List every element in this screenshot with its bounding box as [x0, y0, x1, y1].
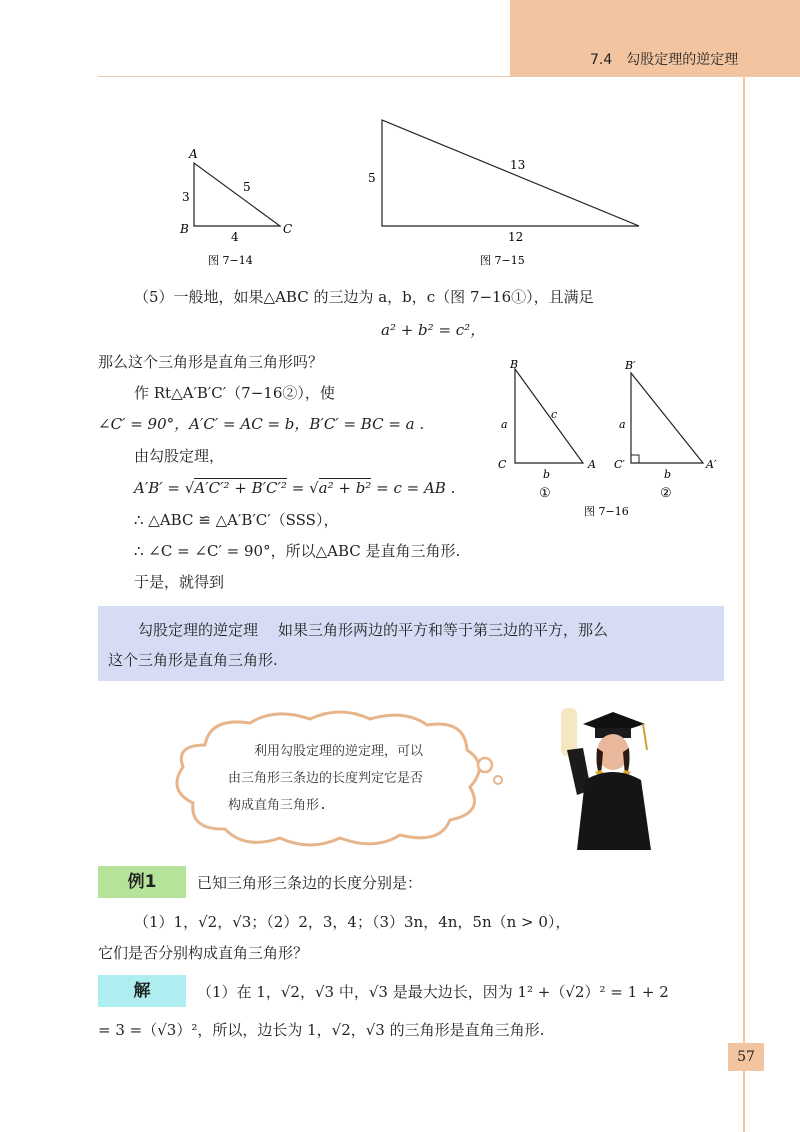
theorem-title: 勾股定理的逆定理	[138, 621, 259, 639]
question-text: 那么这个三角形是直角三角形吗？	[98, 353, 324, 371]
vertex-c-prime-label: C′	[614, 458, 625, 471]
example-label: 例1	[98, 866, 186, 898]
side-left-label: 5	[368, 171, 376, 185]
side-bottom-label: 12	[508, 230, 524, 244]
theorem-line-1	[108, 615, 714, 645]
right-margin-rule	[743, 76, 745, 1132]
side-bc-label: 4	[231, 230, 239, 244]
bubble-text	[228, 738, 473, 819]
example-items: （1）1，√2，√3；（2）2，3，4；（3）3n，4n，5n（n > 0），	[134, 913, 571, 931]
congruence-text: ∴ △ABC ≌ △A′B′C′（SSS），	[134, 511, 339, 529]
header-divider	[98, 76, 800, 77]
right-angle-mark	[631, 455, 639, 463]
eq2-mid: =	[291, 479, 305, 497]
construction-text: 作 Rt△A′B′C′（7−16②），使	[134, 384, 335, 402]
figure-label-1: ①	[539, 486, 551, 501]
triangle-7-15	[382, 120, 639, 226]
figure-caption: 图 7−16	[584, 505, 629, 518]
gown	[577, 772, 651, 850]
bubble-dot-large	[478, 758, 492, 772]
graduate-student-illustration	[555, 700, 660, 850]
solution-line-2: = 3 =（√3）²，所以，边长为 1，√2，√3 的三角形是直角三角形.	[98, 1021, 545, 1039]
condition-text: ∠C′ = 90°，A′C′ = AC = b，B′C′ = BC = a .	[98, 415, 425, 433]
raised-hand	[561, 708, 577, 756]
bubble-line-1: 利用勾股定理的逆定理，可以	[254, 744, 424, 759]
sqrt-symbol: √	[184, 479, 195, 497]
eq2-left: A′B′ =	[134, 479, 181, 497]
section-title: 7.4 勾股定理的逆定理	[590, 52, 739, 68]
side-b-label: b	[543, 468, 551, 481]
theorem-line-2: 这个三角形是直角三角形.	[108, 651, 278, 669]
side-a-label: a	[619, 418, 626, 431]
triangle-a-prime	[631, 373, 703, 463]
figure-7-14	[170, 140, 300, 280]
theorem-text	[108, 615, 714, 675]
vertex-b-prime-label: B′	[625, 359, 636, 372]
by-theorem-text: 由勾股定理，	[134, 447, 225, 465]
sqrt-symbol: √	[309, 479, 319, 497]
triangle-7-14	[194, 163, 280, 226]
page-number: 57	[728, 1043, 764, 1071]
bubble-dot-small	[494, 776, 502, 784]
equation-2	[134, 478, 455, 498]
side-ac-label: 5	[243, 180, 251, 194]
side-ab-label: 3	[182, 190, 190, 204]
cap-tassel	[643, 724, 647, 750]
side-c-label: c	[551, 408, 558, 421]
bubble-line-2: 由三角形三条边的长度判定它是否	[228, 771, 424, 786]
vertex-c-label: C	[283, 222, 293, 236]
example-question: 它们是否分别构成直角三角形？	[98, 944, 309, 962]
theorem-body-1: 如果三角形两边的平方和等于第三边的平方，那么	[278, 621, 609, 639]
eq2-radicand-1: A′C′² + B′C′²	[194, 479, 287, 497]
figure-label-2: ②	[660, 486, 672, 501]
vertex-a-label: A	[189, 147, 198, 161]
figure-caption: 图 7−14	[208, 254, 253, 267]
bubble-line-3: 构成直角三角形.	[228, 798, 327, 813]
vertex-a-prime-label: A′	[706, 458, 717, 471]
example-text: 已知三角形三条边的长度分别是：	[197, 874, 423, 892]
vertex-b-label: B	[510, 358, 519, 371]
triangle-abc	[515, 369, 583, 463]
paragraph-5: （5）一般地，如果△ABC 的三边为 a，b，c（图 7−16①），且满足	[134, 288, 594, 306]
vertex-a-label: A	[588, 458, 596, 471]
side-a-label: a	[501, 418, 508, 431]
thus-text: 于是，就得到	[134, 573, 225, 591]
equation-1: a² + b² = c²，	[381, 321, 486, 339]
solution-label: 解	[98, 975, 186, 1007]
angle-text: ∴ ∠C = ∠C′ = 90°，所以△ABC 是直角三角形.	[134, 542, 461, 560]
eq2-radicand-2: a² + b²	[318, 479, 372, 497]
vertex-c-label: C	[498, 458, 507, 471]
side-b-label: b	[664, 468, 672, 481]
eq2-right: = c = AB .	[376, 479, 456, 497]
solution-line-1: （1）在 1，√2，√3 中，√3 是最大边长，因为 1² +（√2）² = 1 + 2	[197, 983, 669, 1001]
figure-caption: 图 7−15	[480, 254, 525, 267]
vertex-b-label: B	[180, 222, 189, 236]
figure-7-16	[490, 355, 730, 525]
side-hyp-label: 13	[510, 158, 526, 172]
figure-7-15	[360, 112, 650, 272]
